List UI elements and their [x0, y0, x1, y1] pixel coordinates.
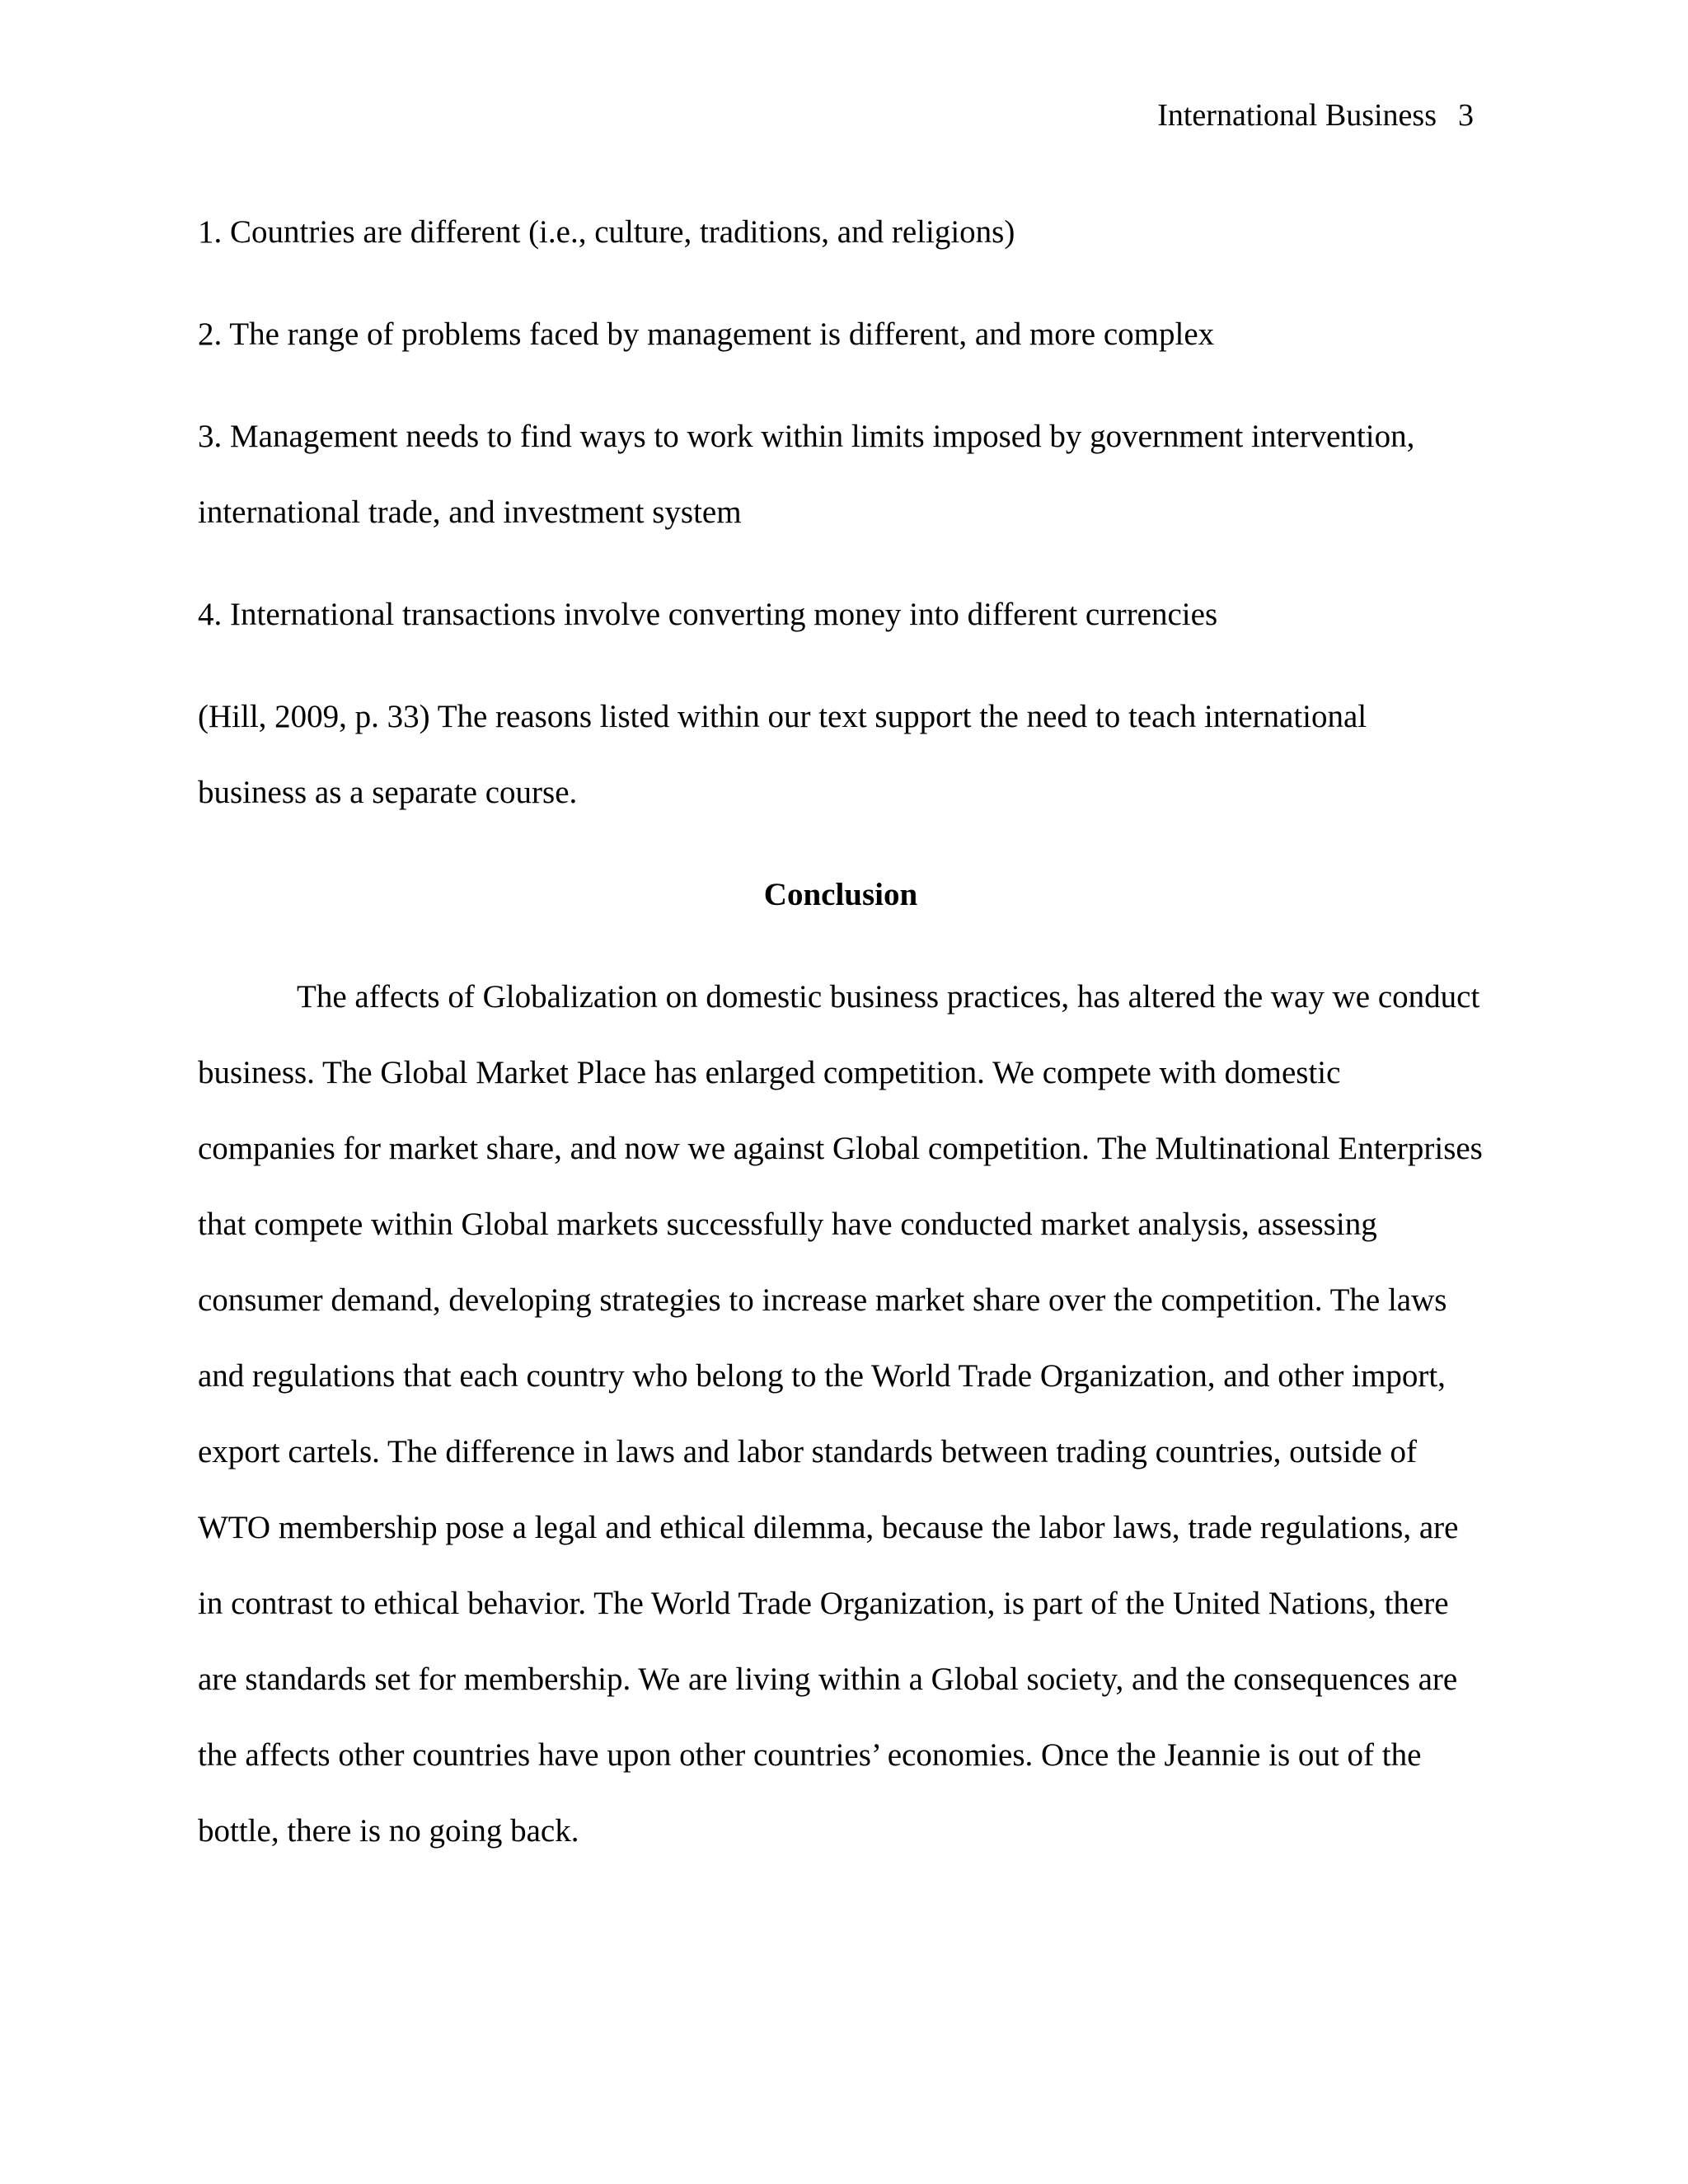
running-head — [1157, 97, 1474, 134]
conclusion-paragraph: The affects of Globalization on domestic business practices, has altered the way we conduct business. The Global Market Place has enlarged competition. We compete with domestic companies for market share, and now we against Global competition. The Multinational Enterprises that compete within Global markets successfully have conducted market analysis, assessing consumer demand, developing strategies to increase market share over the competition. The laws and regulations that each country who belong to the World Trade Organization, and other import, export cartels. The difference in laws and labor standards between trading countries, outside of WTO membership pose a legal and ethical dilemma, because the labor laws, trade regulations, are in contrast to ethical behavior. The World Trade Organization, is part of the United Nations, there are standards set for membership. We are living within a Global society, and the consequences are the affects other countries have upon other countries’ economies. Once the Jeannie is out of the bottle, there is no going back. — [198, 979, 1483, 1849]
page-number: 3 — [1458, 98, 1474, 133]
list-item: 1. Countries are different (i.e., culture, traditions, and religions) — [198, 214, 1015, 250]
list-item: 4. International transactions involve converting money into different currencies — [198, 597, 1218, 632]
list-item: 3. Management needs to find ways to work within limits imposed by government intervention, international trade, and investment system — [198, 419, 1415, 530]
citation-paragraph: (Hill, 2009, p. 33) The reasons listed within our text support the need to teach international business as a separate course. — [198, 699, 1367, 810]
body-text — [198, 194, 1484, 1896]
section-heading-conclusion: Conclusion — [763, 877, 918, 912]
running-title: International Business — [1157, 98, 1437, 133]
list-item: 2. The range of problems faced by management is different, and more complex — [198, 316, 1215, 352]
